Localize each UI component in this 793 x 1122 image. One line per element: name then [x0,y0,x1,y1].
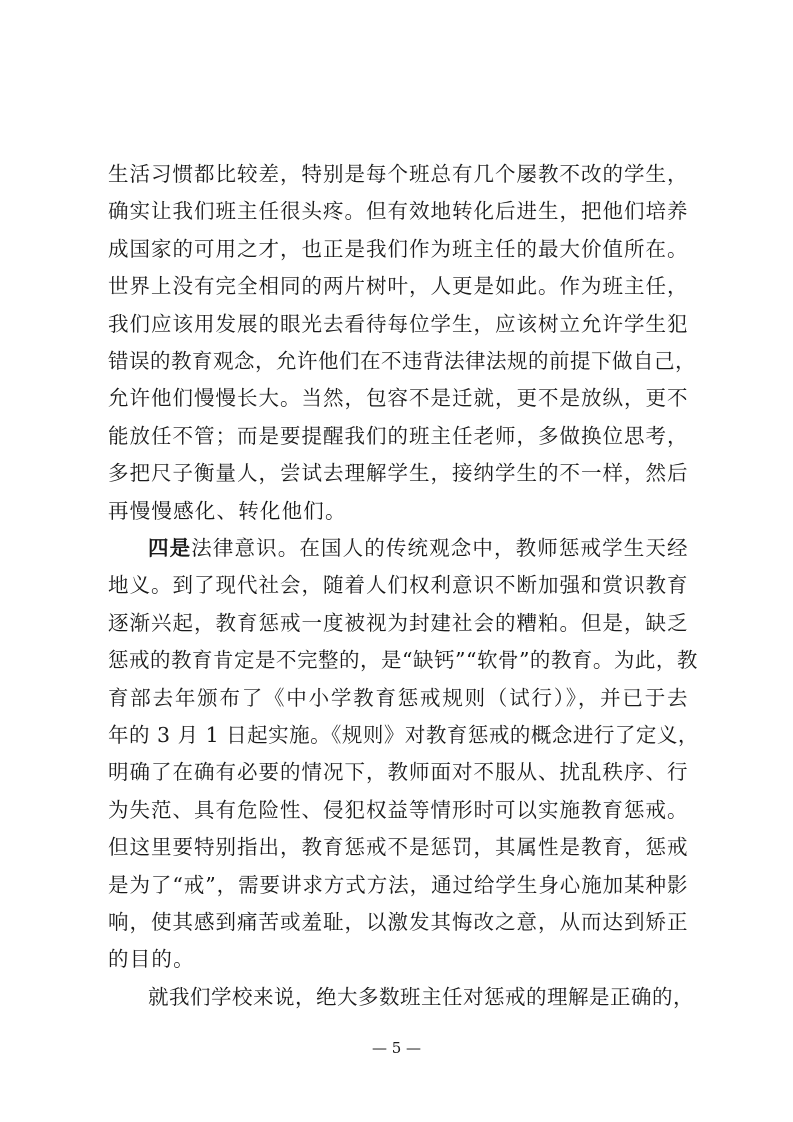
paragraph-1-line-1: 生活习惯都比较差，特别是每个班总有几个屡教不改的学生， [108,162,688,186]
paragraph-2-line-2: 地义。到了现代社会，随着人们权利意识不断加强和赏识教育 [108,573,688,598]
paragraph-2-line-11: 响，使其感到痛苦或羞耻，以激发其悔改之意，从而达到矫正 [108,910,688,934]
paragraph-2-line-3: 逐渐兴起，教育惩戒一度被视为封建社会的糟粕。但是，缺乏 [108,610,688,635]
paragraph-1-line-2: 确实让我们班主任很头疼。但有效地转化后进生，把他们培养 [108,199,688,224]
paragraph-1-line-7: 允许他们慢慢长大。当然，包容不是迁就，更不是放纵，更不 [108,386,688,411]
paragraph-1-line-3: 成国家的可用之才，也正是我们作为班主任的最大价值所在。 [108,236,688,261]
paragraph-2-line-9: 但这里要特别指出，教育惩戒不是惩罚，其属性是教育，惩戒 [108,835,688,860]
paragraph-1-line-8: 能放任不管；而是要提醒我们的班主任老师，多做换位思考， [108,423,688,448]
paragraph-2-line-8: 为失范、具有危险性、侵犯权益等情形时可以实施教育惩戒。 [108,797,688,822]
paragraph-1-line-10: 再慢慢感化、转化他们。 [108,498,347,523]
paragraph-2-line-6: 年的 3 月 1 日起实施。《规则》对教育惩戒的概念进行了定义， [108,723,699,747]
paragraph-2-line-10: 是为了“戒”，需要讲求方式方法，通过给学生身心施加某种影 [108,872,688,897]
paragraph-2-lead: 四是 [148,536,192,560]
paragraph-3-line-1: 就我们学校来说，绝大多数班主任对惩戒的理解是正确的， [148,984,694,1009]
paragraph-2-line-5: 育部去年颁布了《中小学教育惩戒规则（试行）》，并已于去 [108,685,688,710]
paragraph-1-line-4: 世界上没有完全相同的两片树叶，人更是如此。作为班主任， [108,274,688,299]
paragraph-1-line-5: 我们应该用发展的眼光去看待每位学生，应该树立允许学生犯 [108,311,688,336]
page-number: — 5 — [371,1039,422,1057]
paragraph-2-line-7: 明确了在确有必要的情况下，教师面对不服从、扰乱秩序、行 [108,760,688,785]
paragraph-2-line-1-text: 法律意识。在国人的传统观念中，教师惩戒学生天经 [191,536,688,560]
paragraph-2-line-1 [148,534,688,562]
paragraph-1-line-6: 错误的教育观念，允许他们在不违背法律法规的前提下做自己， [108,349,696,373]
paragraph-2-line-4: 惩戒的教育肯定是不完整的，是“缺钙”“软骨”的教育。为此，教 [108,648,698,673]
paragraph-2-line-12: 的目的。 [108,947,195,972]
paragraph-1-line-9: 多把尺子衡量人，尝试去理解学生，接纳学生的不一样，然后 [108,461,688,486]
